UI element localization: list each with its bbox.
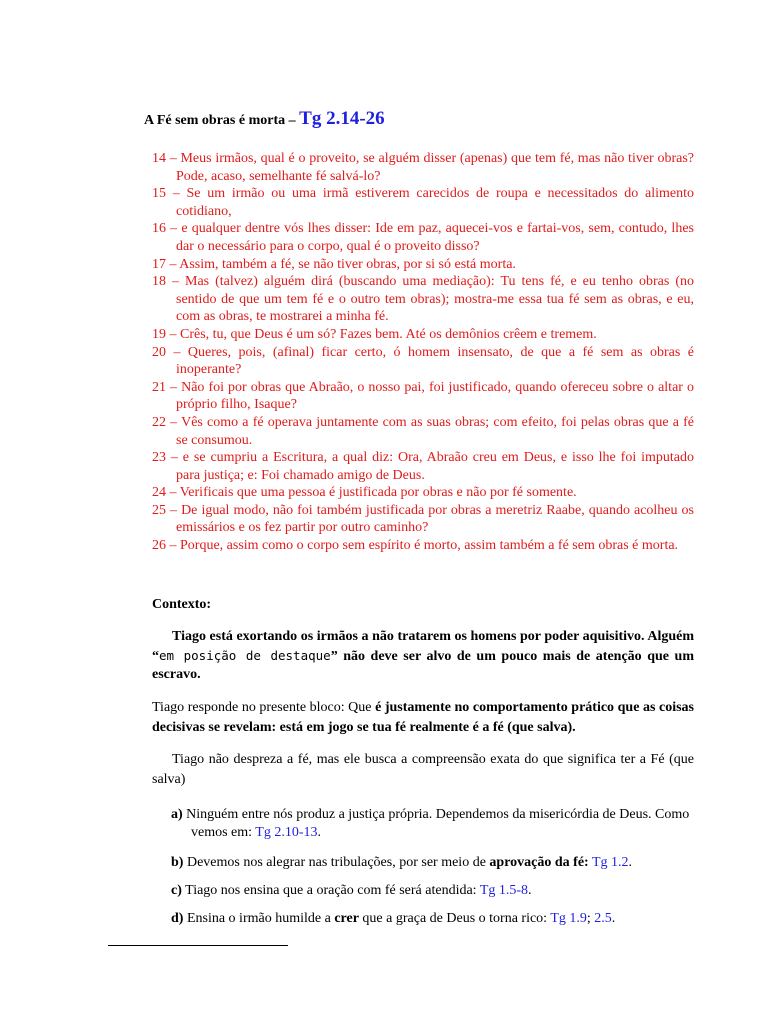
verse-14: 14 – Meus irmãos, qual é o proveito, se alguém disser (apenas) que tem fé, mas não tiver obras? Pode, acaso, semelhante fé salvá-lo? xyxy=(152,151,694,184)
list-item-d xyxy=(171,910,691,928)
verse-22: 22 – Vês como a fé operava juntamente com as suas obras; com efeito, foi pelas obras que a fé se consumou. xyxy=(152,414,694,448)
reference-link[interactable]: Tg 2.10-13 xyxy=(255,825,318,840)
p1-text-a: Tiago está exortando os irmãos a não tratarem os homens por poder aquisitivo. Alguém “ xyxy=(152,629,694,664)
list-item-text: Devemos nos alegrar nas tribulações, por ser meio de xyxy=(183,855,490,870)
list-item-text: Tiago nos ensina que a oração com fé será atendida: xyxy=(181,883,480,898)
footnote-separator xyxy=(108,945,288,946)
p2-bold-text: é justamente no comportamento prático que as coisas decisivas se revelam: está em jogo se tua fé realmente é a fé (que salva). xyxy=(152,700,694,735)
list-item-text-2: que a graça de Deus o torna rico: xyxy=(358,911,551,926)
list-item-end: . xyxy=(628,855,633,870)
list-item-bold: crer xyxy=(334,911,359,926)
context-paragraph-3 xyxy=(152,750,694,790)
list-marker: b) xyxy=(171,855,184,870)
list-item-end: . xyxy=(317,825,322,840)
reference-list xyxy=(171,806,691,938)
context-heading: Contexto: xyxy=(152,597,212,612)
verse-15: 15 – Se um irmão ou uma irmã estiverem carecidos de roupa e necessitados do alimento cotidiano, xyxy=(152,186,694,219)
page-title xyxy=(144,108,385,130)
context-paragraph-1 xyxy=(152,628,694,685)
list-item-a xyxy=(171,806,691,842)
list-item-end: . xyxy=(528,883,532,898)
verse-17: 17 – Assim, também a fé, se não tiver obras, por si só está morta. xyxy=(152,256,516,272)
list-item-b xyxy=(171,854,691,872)
verse-19: 19 – Crês, tu, que Deus é um só? Fazes bem. Até os demônios crêem e tremem. xyxy=(152,326,597,342)
p1-quote: em posição de destaque xyxy=(159,647,331,663)
p3-text: Tiago não despreza a fé, mas ele busca a compreensão exata do que significa ter a Fé (que salva) xyxy=(152,752,694,787)
list-marker: d) xyxy=(171,911,184,926)
reference-link[interactable]: Tg 1.9 xyxy=(550,911,587,926)
verse-24: 24 – Verificais que uma pessoa é justificada por obras e não por fé somente. xyxy=(152,485,577,501)
list-marker: c) xyxy=(171,883,182,898)
verse-21: 21 – Não foi por obras que Abraão, o nosso pai, foi justificado, quando ofereceu sobre o altar o próprio filho, Isaque? xyxy=(152,379,694,413)
verse-25: 25 – De igual modo, não foi também justificada por obras a meretriz Raabe, quando acolheu os emissários e os fez partir por outro caminho? xyxy=(152,502,694,536)
verse-26: 26 – Porque, assim como o corpo sem espírito é morto, assim também a fé sem obras é morta. xyxy=(152,538,679,554)
reference-link[interactable]: Tg 1.2 xyxy=(591,855,629,870)
list-item-separator: ; xyxy=(586,911,595,926)
list-item-bold: aprovação da fé: xyxy=(489,855,589,870)
verse-23: 23 – e se cumpriu a Escritura, a qual diz: Ora, Abraão creu em Deus, e isso lhe foi imputado para justiça; e: Foi chamado amigo de Deus. xyxy=(152,450,694,483)
list-item-c xyxy=(171,882,691,900)
list-item-text: Ensina o irmão humilde a xyxy=(183,911,335,926)
title-reference-link[interactable]: Tg 2.14-26 xyxy=(299,108,385,129)
reference-link[interactable]: Tg 1.5-8 xyxy=(479,883,529,898)
title-text: A Fé sem obras é morta – xyxy=(144,113,300,128)
verse-18: 18 – Mas (talvez) alguém dirá (buscando uma mediação): Tu tens fé, e eu tenho obras (no sentido de que um tem fé e o outro tem obras); mostra-me essa tua fé sem as obras, e eu, com as obras, te mostrarei a minha fé. xyxy=(152,274,694,325)
context-paragraph-2 xyxy=(152,698,694,738)
list-item-text: Ninguém entre nós produz a justiça própria. Dependemos da misericórdia de Deus. Como vemos em: xyxy=(186,807,690,840)
verse-20: 20 – Queres, pois, (afinal) ficar certo, ó homem insensato, de que a fé sem as obras é inoperante? xyxy=(152,344,694,378)
list-marker: a) xyxy=(171,807,183,822)
verse-16: 16 – e qualquer dentre vós lhes disser: Ide em paz, aquecei-vos e fartai-vos, sem, contudo, lhes dar o necessário para o corpo, qual é o proveito disso? xyxy=(152,221,694,254)
verse-list xyxy=(152,150,694,555)
reference-link-2[interactable]: 2.5 xyxy=(594,911,612,926)
list-item-end: . xyxy=(611,911,616,926)
p2-text: Tiago responde no presente bloco: Que xyxy=(152,700,376,715)
p1-text-b: ” não deve ser alvo de um pouco mais de atenção que um escravo. xyxy=(152,648,694,682)
